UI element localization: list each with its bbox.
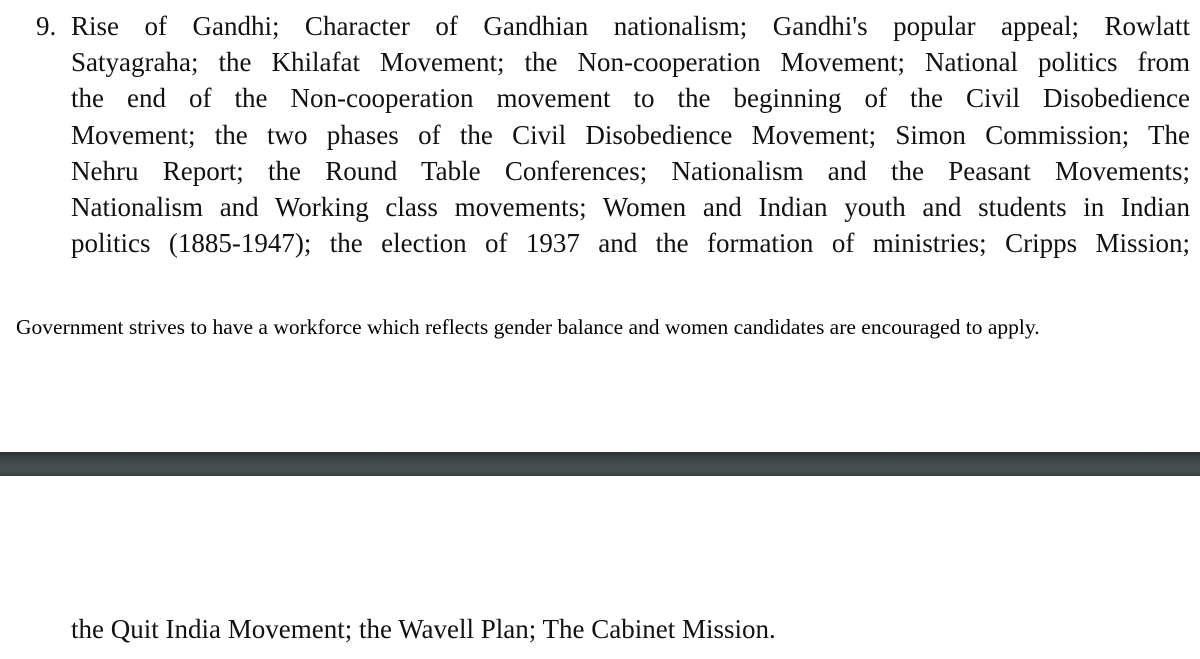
- text-line: Nationalism and Working class movements; Women and Indian youth and students in Indian: [71, 192, 1190, 223]
- page-divider: [0, 452, 1200, 476]
- continuation-text: the Quit India Movement; the Wavell Plan; The Cabinet Mission.: [71, 614, 776, 644]
- document-page-bottom: [0, 476, 1200, 659]
- text-line: Rise of Gandhi; Character of Gandhian nationalism; Gandhi's popular appeal; Rowlatt: [71, 11, 1190, 41]
- gender-balance-notice: Government strives to have a workforce which reflects gender balance and women candidates are encouraged to apply.: [16, 315, 1040, 339]
- syllabus-item-text: [71, 8, 1190, 261]
- text-line: Movement; the two phases of the Civil Disobedience Movement; Simon Commission; The: [71, 119, 1190, 150]
- text-line: Satyagraha; the Khilafat Movement; the Non-cooperation Movement; National politics from: [71, 47, 1190, 78]
- text-line: the end of the Non-cooperation movement to the beginning of the Civil Disobedience: [71, 83, 1190, 114]
- text-line: Nehru Report; the Round Table Conferences; Nationalism and the Peasant Movements;: [71, 155, 1190, 186]
- text-line: politics (1885-1947); the election of 1937 and the formation of ministries; Cripps Mission;: [71, 228, 1190, 259]
- list-item-number: 9.: [36, 11, 57, 41]
